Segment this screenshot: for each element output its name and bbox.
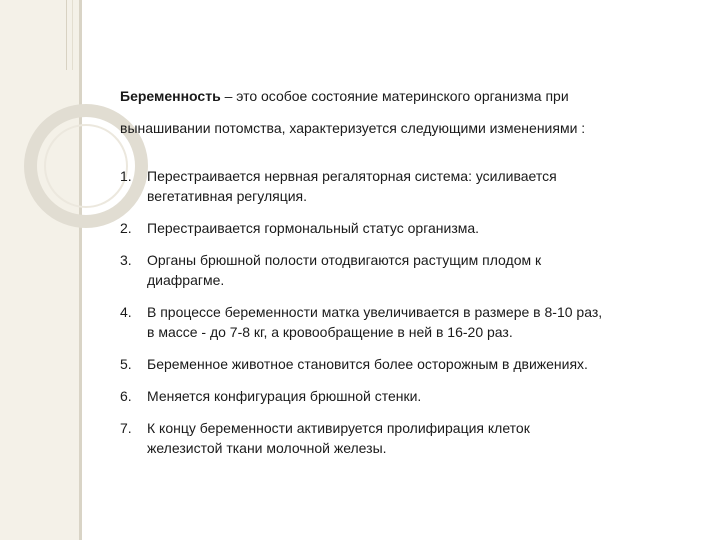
slide-content: [120, 80, 680, 470]
list-text-line1: Беременное животное становится более осторожным в движениях.: [147, 356, 588, 372]
list-item: [120, 354, 680, 374]
list-number: 5.: [120, 356, 132, 372]
decorative-side-band: [0, 0, 79, 540]
list-number: 2.: [120, 220, 132, 236]
list-text-line2: железистой ткани молочной железы.: [147, 440, 387, 456]
intro-term: Беременность: [120, 88, 221, 104]
list-number: 4.: [120, 304, 132, 320]
list-text-line1: Меняется конфигурация брюшной стенки.: [147, 388, 422, 404]
list-number: 3.: [120, 252, 132, 268]
list-text-line2: диафрагме.: [147, 272, 225, 288]
list-item: [120, 218, 680, 238]
decorative-line: [72, 0, 73, 70]
list-item: [120, 250, 680, 290]
list-text-line1: Органы брюшной полости отодвигаются растущим плодом к: [147, 252, 542, 268]
list-item: [120, 418, 680, 458]
list-text-line1: Перестраивается нервная регаляторная система: усиливается: [147, 168, 557, 184]
list-item: [120, 302, 680, 342]
list-item: [120, 386, 680, 406]
list-number: 6.: [120, 388, 132, 404]
decorative-ring-inner: [44, 124, 128, 208]
intro-line1: – это особое состояние материнского организма при: [220, 88, 569, 104]
list-text-line2: в массе - до 7-8 кг, а кровообращение в ней в 16-20 раз.: [147, 324, 513, 340]
list-text-line1: Перестраивается гормональный статус организма.: [147, 220, 480, 236]
list-text-line2: вегетативная регуляция.: [147, 188, 308, 204]
decorative-divider: [79, 0, 82, 540]
list-number: 7.: [120, 420, 132, 436]
changes-list: [120, 166, 680, 458]
list-number: 1.: [120, 168, 132, 184]
list-text-line1: К концу беременности активируется пролифирация клеток: [147, 420, 530, 436]
list-text-line1: В процессе беременности матка увеличивается в размере в 8-10 раз,: [147, 304, 603, 320]
decorative-line: [66, 0, 67, 70]
list-item: [120, 166, 680, 206]
intro-paragraph: [120, 80, 680, 144]
intro-line2: вынашивании потомства, характеризуется следующими изменениями :: [120, 120, 586, 136]
